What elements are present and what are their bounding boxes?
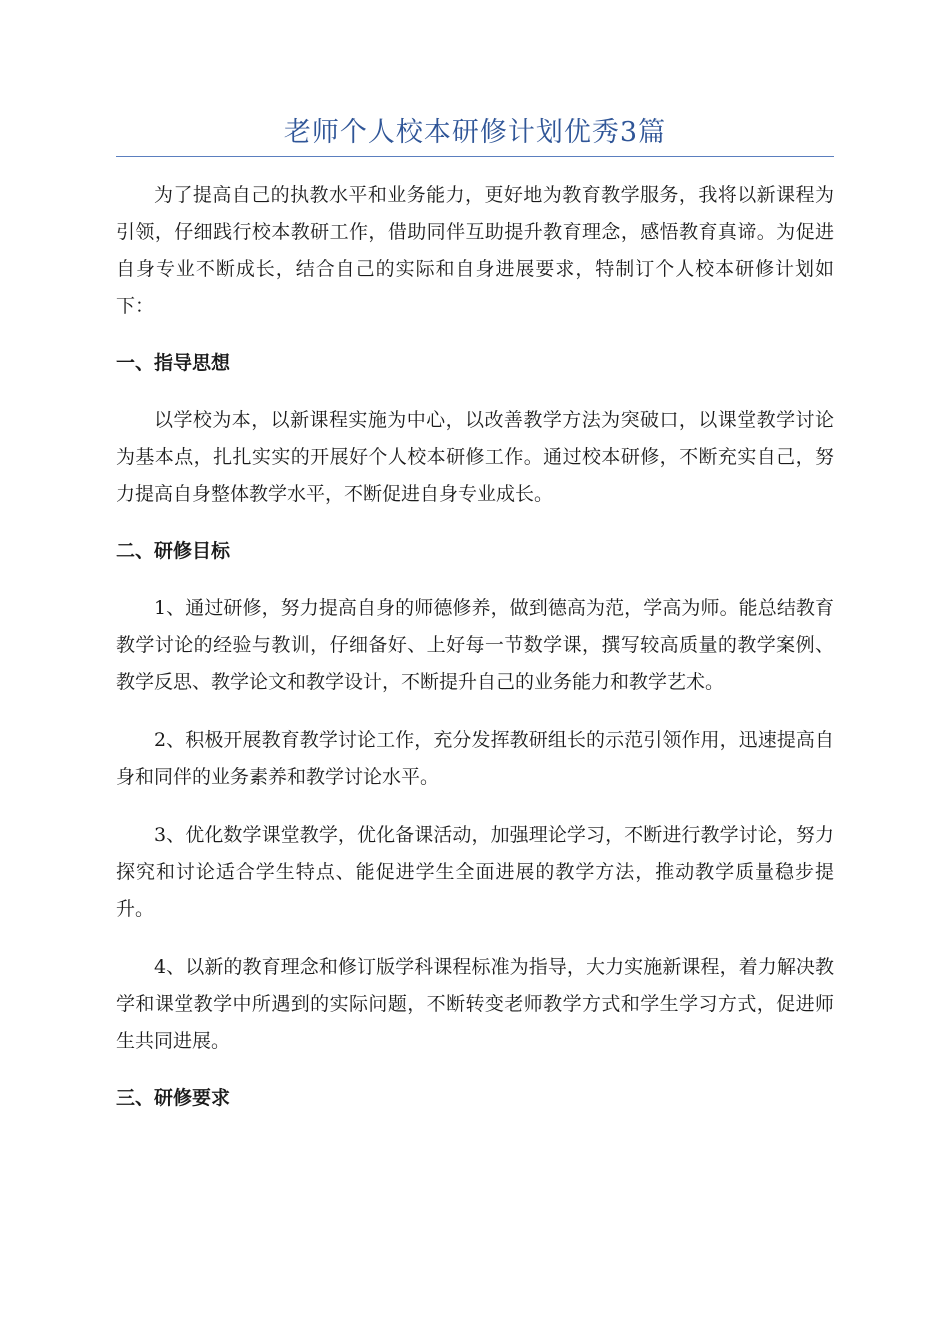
section-heading-training-requirements: 三、研修要求 bbox=[116, 1087, 231, 1109]
goal-item-2: 2、积极开展教育教学讨论工作，充分发挥教研组长的示范引领作用，迅速提高自身和同伴的业务素养和教学讨论水平。 bbox=[116, 729, 834, 788]
section-heading-training-goals: 二、研修目标 bbox=[116, 540, 231, 562]
document-title: 老师个人校本研修计划优秀3篇 bbox=[116, 112, 834, 157]
guiding-ideology-paragraph: 以学校为本，以新课程实施为中心，以改善教学方法为突破口，以课堂教学讨论为基本点，扎扎实实的开展好个人校本研修工作。通过校本研修，不断充实自己，努力提高自身整体教学水平，不断促进自身专业成长。 bbox=[116, 409, 834, 505]
goal-item-3: 3、优化数学课堂教学，优化备课活动，加强理论学习，不断进行教学讨论，努力探究和讨论适合学生特点、能促进学生全面进展的教学方法，推动教学质量稳步提升。 bbox=[116, 824, 834, 920]
goal-item-1: 1、通过研修，努力提高自身的师德修养，做到德高为范，学高为师。能总结教育教学讨论的经验与教训，仔细备好、上好每一节数学课，撰写较高质量的教学案例、教学反思、教学论文和教学设计，不断提升自己的业务能力和教学艺术。 bbox=[116, 597, 834, 693]
document-page bbox=[116, 112, 834, 1117]
section-heading-guiding-ideology: 一、指导思想 bbox=[116, 352, 231, 374]
goal-item-4: 4、以新的教育理念和修订版学科课程标准为指导，大力实施新课程，着力解决教学和课堂教学中所遇到的实际问题，不断转变老师教学方式和学生学习方式，促进师生共同进展。 bbox=[116, 956, 834, 1052]
intro-paragraph: 为了提高自己的执教水平和业务能力，更好地为教育教学服务，我将以新课程为引领，仔细践行校本教研工作，借助同伴互助提升教育理念，感悟教育真谛。为促进自身专业不断成长，结合自己的实际和自身进展要求，特制订个人校本研修计划如下： bbox=[116, 184, 834, 317]
